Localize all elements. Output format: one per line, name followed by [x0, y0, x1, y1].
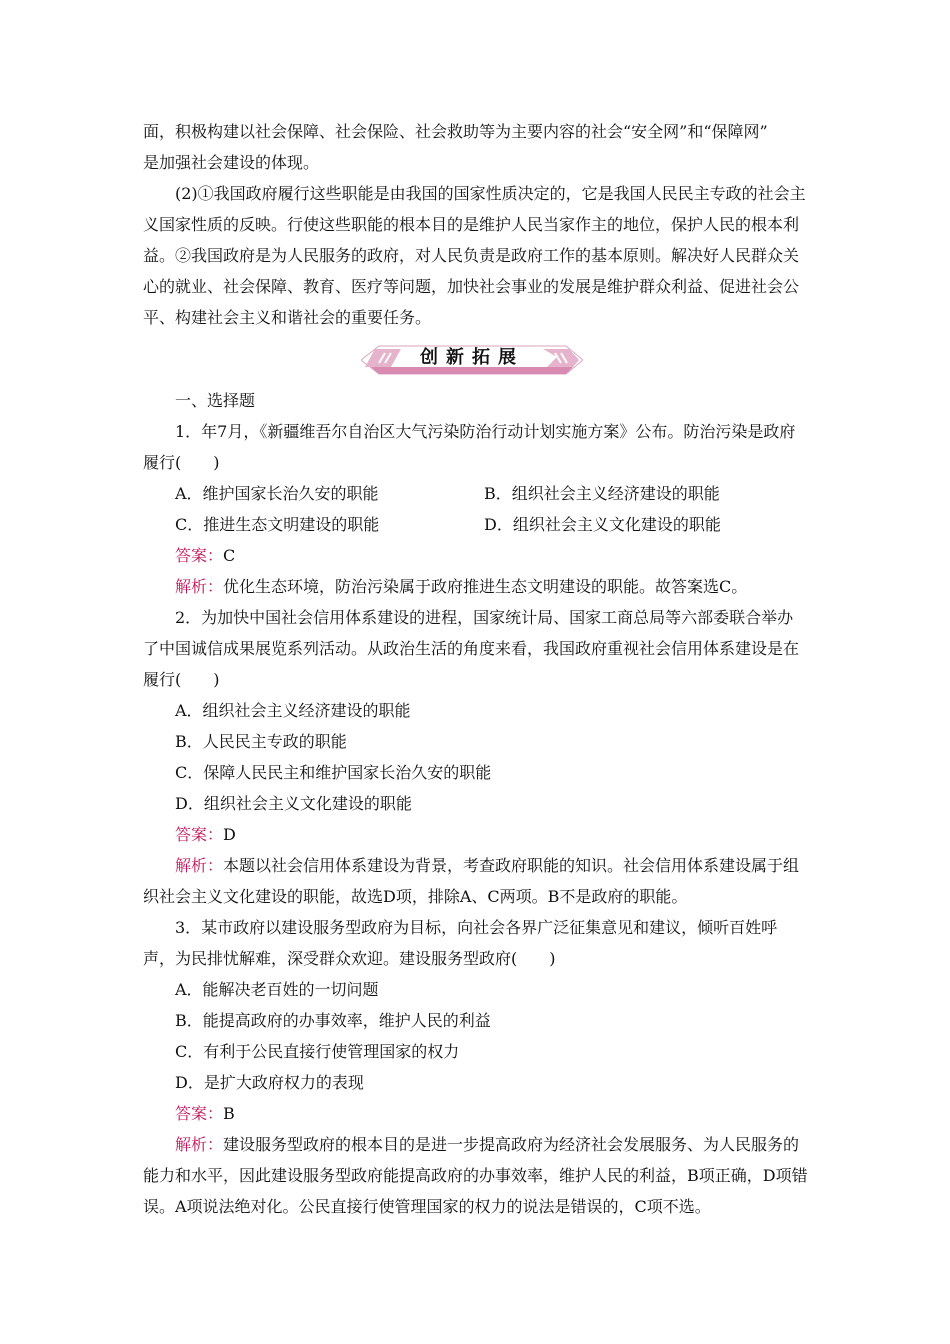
option-d: D．组织社会主义文化建设的职能 [175, 794, 412, 813]
analysis-line [143, 1129, 809, 1222]
question-2 [143, 602, 809, 912]
analysis-line [143, 571, 809, 602]
analysis-label: 解析： [175, 856, 224, 875]
section-title: 一、选择题 [175, 391, 256, 410]
banner-title: 创新拓展 [420, 347, 524, 368]
question-stem: 2．为加快中国社会信用体系建设的进程，国家统计局、国家工商总局等六部委联合举办了中国诚信成果展览系列活动。从政治生活的角度来看，我国政府重视社会信用体系建设是在履行( ) [143, 608, 800, 689]
intro-line-2: 是加强社会建设的体现。 [143, 153, 320, 172]
answer-line [143, 540, 809, 571]
analysis-text: 优化生态环境，防治污染属于政府推进生态文明建设的职能。故答案选C。 [223, 577, 748, 596]
answer-line [143, 1098, 809, 1129]
option-a: A．维护国家长治久安的职能 [175, 484, 379, 503]
option-b: B．能提高政府的办事效率，维护人民的利益 [175, 1011, 491, 1030]
question-stem: 1．年7月，《新疆维吾尔自治区大气污染防治行动计划实施方案》公布。防治污染是政府履行( ) [143, 422, 796, 472]
banner-graphic [361, 343, 583, 377]
option-b: B．人民民主专政的职能 [175, 732, 347, 751]
options-row [143, 509, 809, 540]
option-c: C．推进生态文明建设的职能 [175, 515, 380, 534]
page-content [143, 116, 809, 1222]
question-stem: 3．某市政府以建设服务型政府为目标，向社会各界广泛征集意见和建议，倾听百姓呼声，为民排忧解难，深受群众欢迎。建设服务型政府( ) [143, 918, 778, 968]
analysis-text: 本题以社会信用体系建设为背景，考查政府职能的知识。社会信用体系建设属于组织社会主义文化建设的职能，故选D项，排除A、C两项。B不是政府的职能。 [143, 856, 800, 906]
answer-label: 答案： [175, 1104, 224, 1123]
answer-value: D [223, 825, 236, 844]
question-3 [143, 912, 809, 1222]
option-b: B．组织社会主义经济建设的职能 [484, 484, 720, 503]
answer-label: 答案： [175, 825, 224, 844]
option-c: C．有利于公民直接行使管理国家的权力 [175, 1042, 460, 1061]
option-c: C．保障人民民主和维护国家长治久安的职能 [175, 763, 492, 782]
answer-line [143, 819, 809, 850]
answer-value: B [223, 1104, 235, 1123]
answer-value: C [223, 546, 236, 565]
analysis-line [143, 850, 809, 912]
answer-label: 答案： [175, 546, 224, 565]
options-row [143, 478, 809, 509]
option-d: D．是扩大政府权力的表现 [175, 1073, 364, 1092]
option-a: A．能解决老百姓的一切问题 [175, 980, 379, 999]
option-a: A．组织社会主义经济建设的职能 [175, 701, 411, 720]
analysis-label: 解析： [175, 1135, 224, 1154]
option-d: D．组织社会主义文化建设的职能 [484, 515, 721, 534]
analysis-label: 解析： [175, 577, 224, 596]
intro-line-1: 面，积极构建以社会保障、社会保险、社会救助等为主要内容的社会“安全网”和“保障网” [143, 122, 768, 141]
analysis-text: 建设服务型政府的根本目的是进一步提高政府为经济社会发展服务、为人民服务的能力和水平，因此建设服务型政府能提高政府的办事效率，维护人民的利益，B项正确，D项错误。A项说法绝对化。公民直接行使管理国家的权力的说法是错误的，C项不选。 [143, 1135, 808, 1216]
question-1 [143, 416, 809, 602]
intro-paragraph-2: (2)①我国政府履行这些职能是由我国的国家性质决定的，它是我国人民民主专政的社会主义国家性质的反映。行使这些职能的根本目的是维护人民当家作主的地位，保护人民的根本利益。②我国政府是为人民服务的政府，对人民负责是政府工作的基本原则。解决好人民群众关心的就业、社会保障、教育、医疗等问题，加快社会事业的发展是维护群众利益、促进社会公平、构建社会主义和谐社会的重要任务。 [143, 184, 806, 327]
section-banner [143, 333, 809, 385]
